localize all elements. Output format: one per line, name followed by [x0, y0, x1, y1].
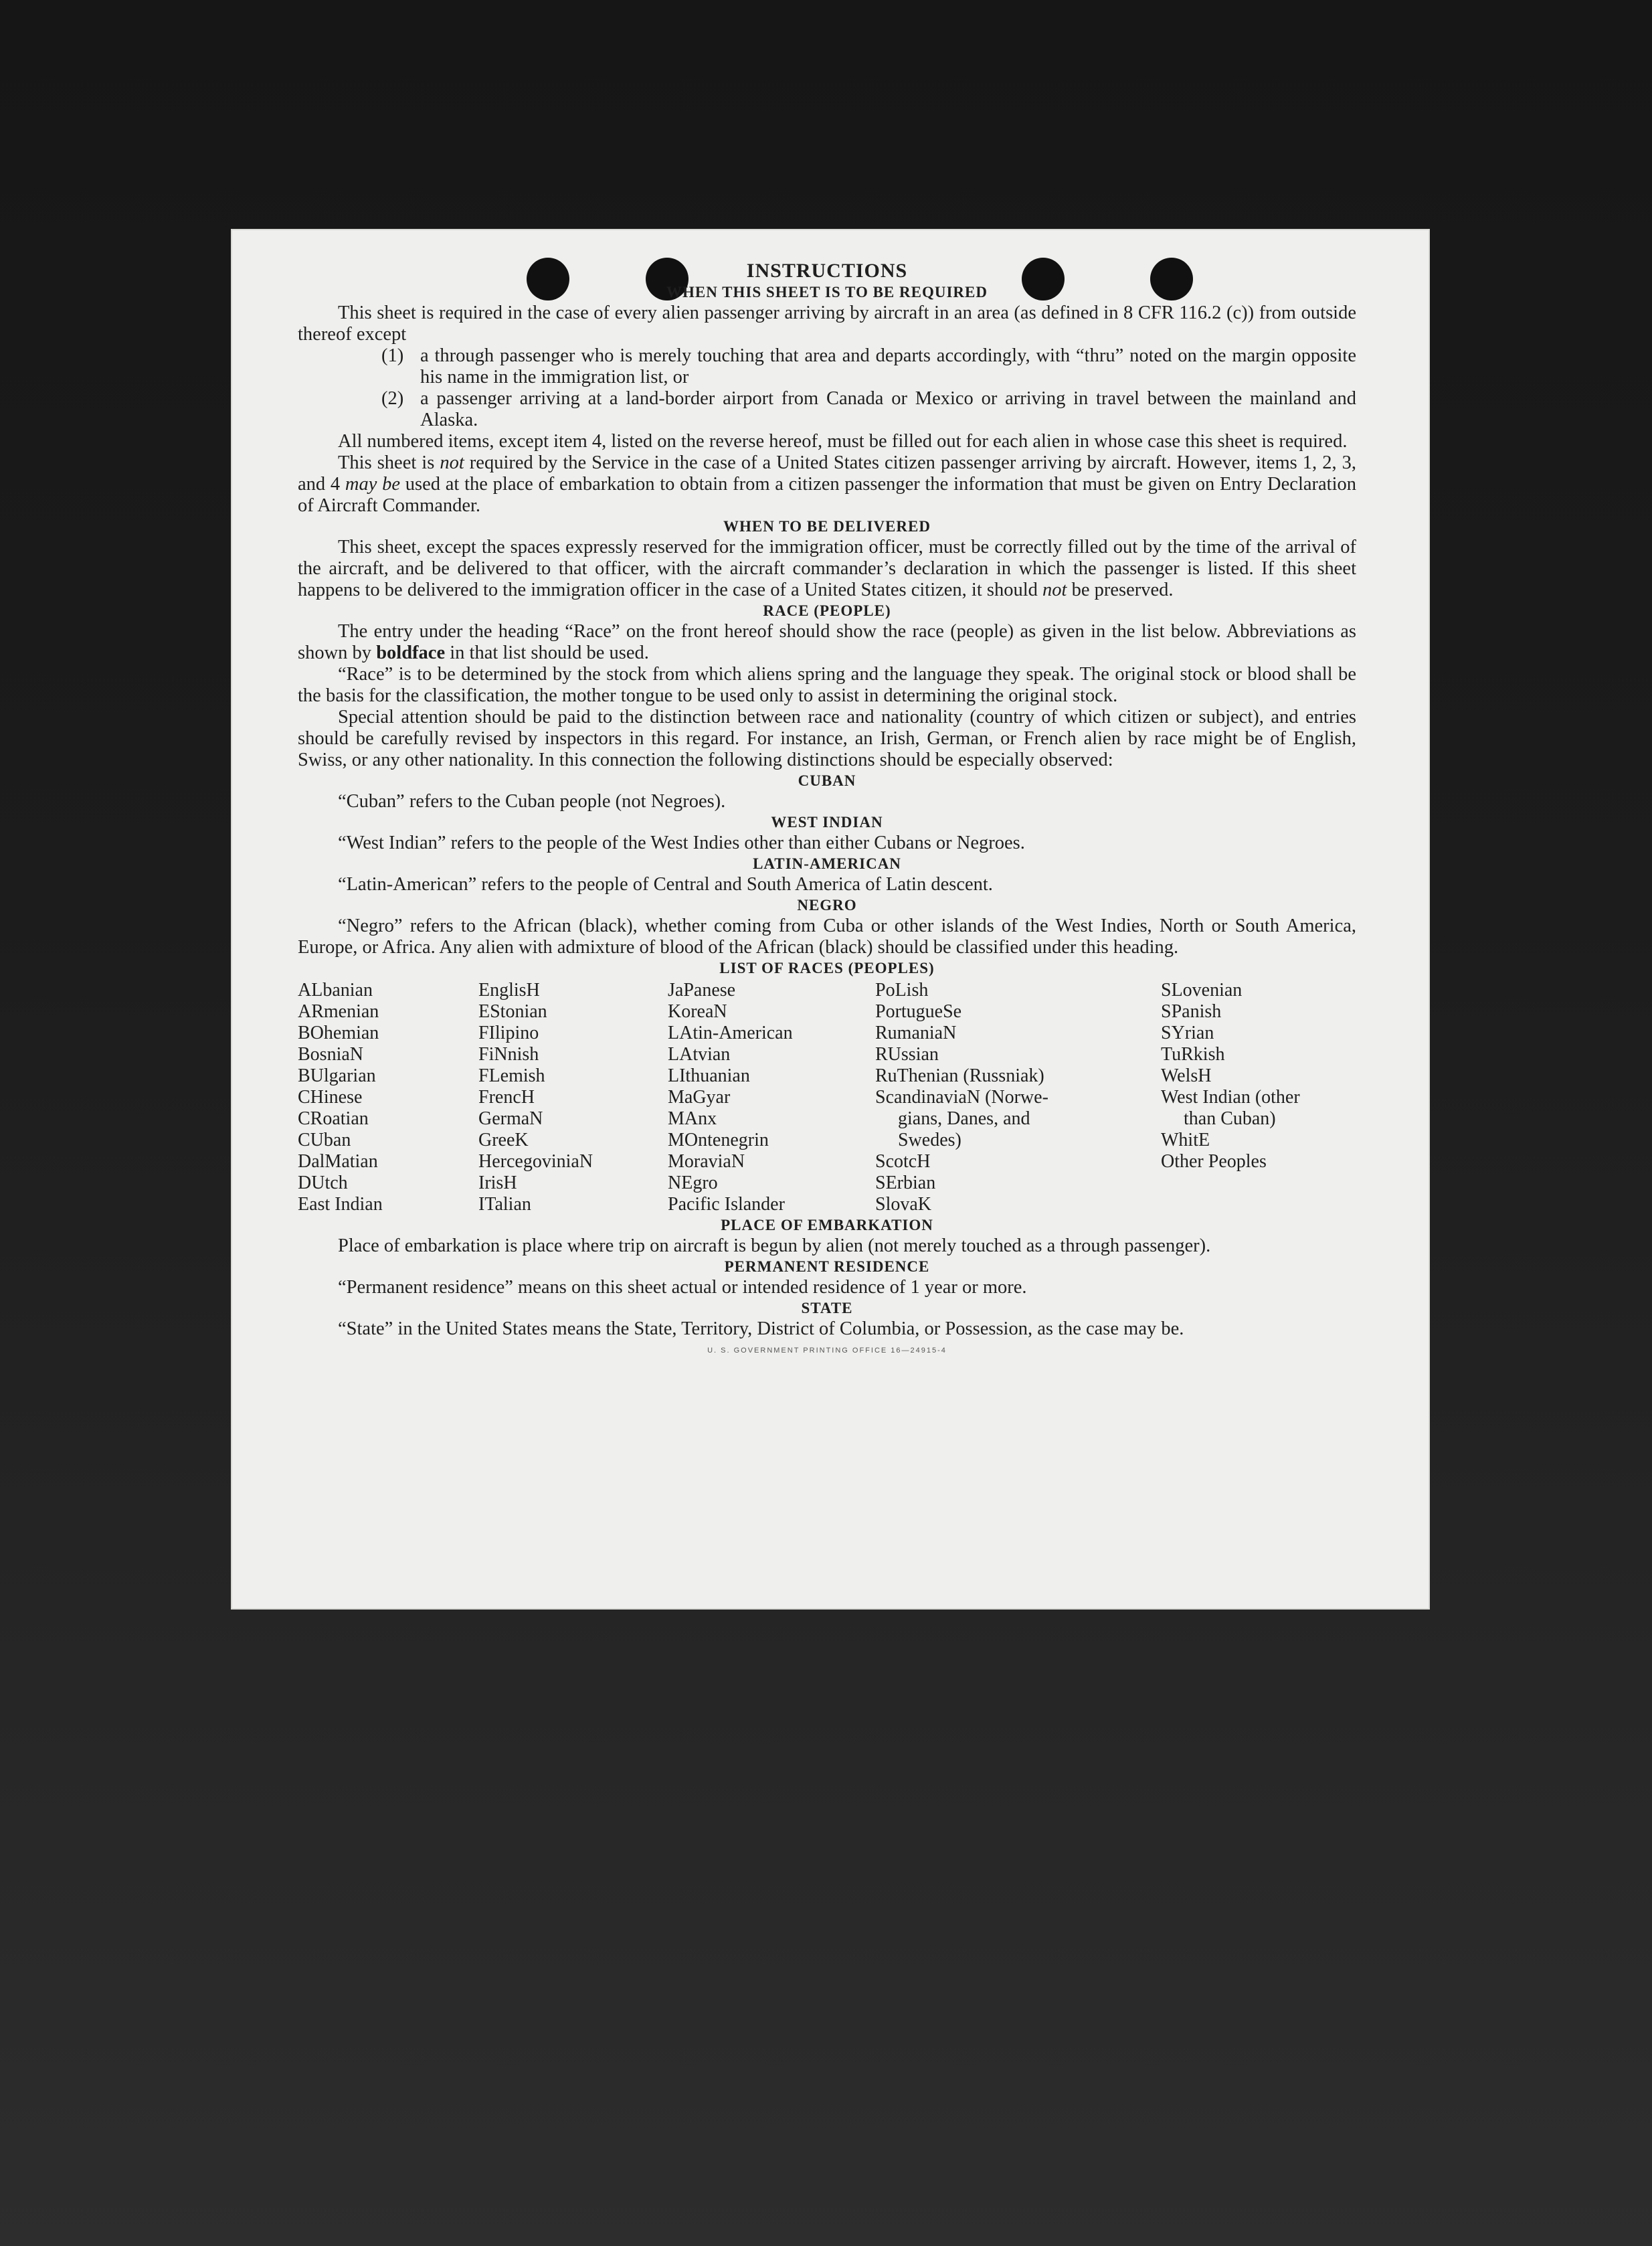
item-text: a passenger arriving at a land-border airport from Canada or Mexico or arriving in travel between the mainland and Alaska.	[420, 388, 1356, 430]
race-list-column	[478, 980, 668, 1215]
race-entry: FIlipino	[478, 1023, 539, 1043]
race-list-column	[668, 980, 875, 1215]
race-para-stock: “Race” is to be determined by the stock from which aliens spring and the language they speak. The original stock or blood shall be the basis for the classification, the mother tongue to be used only to assist in determining the original stock.	[298, 664, 1356, 706]
race-entry: DalMatian	[298, 1151, 378, 1172]
race-list-column	[1161, 980, 1356, 1215]
race-entry: LAtvian	[668, 1044, 731, 1065]
race-entry: SLovenian	[1161, 980, 1243, 1001]
race-entry: RUssian	[875, 1044, 939, 1065]
race-entry: JaPanese	[668, 980, 736, 1001]
race-entry: LIthuanian	[668, 1065, 750, 1086]
race-entry: MAnx	[668, 1108, 717, 1129]
race-entry: ITalian	[478, 1194, 531, 1215]
latin-american-text: “Latin-American” refers to the people of Central and South America of Latin descent.	[338, 874, 993, 895]
race-entry: EStonian	[478, 1001, 547, 1022]
section-heading-state: STATE	[801, 1300, 853, 1316]
section-heading-embarkation: PLACE OF EMBARKATION	[721, 1217, 933, 1233]
race-entry: FrencH	[478, 1087, 535, 1108]
race-entry: MOntenegrin	[668, 1130, 769, 1150]
section-heading-negro: NEGRO	[797, 897, 857, 914]
exception-item	[298, 388, 1356, 431]
required-intro: This sheet is required in the case of every alien passenger arriving by aircraft in an area (as defined in 8 CFR 116.2 (c)) from outside thereof except	[298, 303, 1356, 345]
section-heading-west-indian: WEST INDIAN	[771, 814, 883, 831]
race-entry: PortugueSe	[875, 1001, 962, 1022]
race-entry: BosniaN	[298, 1044, 363, 1065]
race-entry: FiNnish	[478, 1044, 539, 1065]
required-para-numbered-items: All numbered items, except item 4, listed on the reverse hereof, must be filled out for each alien in whose case this sheet is required.	[338, 431, 1348, 452]
section-heading-residence: PERMANENT RESIDENCE	[724, 1258, 930, 1275]
race-entry: CRoatian	[298, 1108, 369, 1129]
printer-imprint: U. S. GOVERNMENT PRINTING OFFICE 16—24915-4	[707, 1347, 947, 1355]
race-entry: CUban	[298, 1130, 351, 1150]
race-para-distinction: Special attention should be paid to the distinction between race and nationality (country of which citizen or subject), and entries should be carefully revised by inspectors in this regard. For instance, an Irish, German, or French alien by race might be of English, Swiss, or any other nationality. In this connection the following distinctions should be especially observed:	[298, 707, 1356, 770]
race-entry: East Indian	[298, 1194, 383, 1215]
section-heading-race: RACE (PEOPLE)	[763, 602, 891, 619]
race-list-column	[298, 980, 478, 1215]
document-body	[298, 260, 1356, 1361]
race-entry: ScotcH	[875, 1151, 931, 1172]
race-entry: RumaniaN	[875, 1023, 957, 1043]
race-entry: than Cuban)	[1184, 1108, 1276, 1129]
section-heading-required: WHEN THIS SHEET IS TO BE REQUIRED	[666, 284, 988, 300]
race-entry: ARmenian	[298, 1001, 379, 1022]
race-entry: MoraviaN	[668, 1151, 745, 1172]
west-indian-text: “West Indian” refers to the people of the West Indies other than either Cubans or Negroes.	[338, 833, 1025, 853]
race-entry: IrisH	[478, 1173, 517, 1193]
race-entry: KoreaN	[668, 1001, 727, 1022]
race-entry: MaGyar	[668, 1087, 731, 1108]
item-number: (2)	[381, 388, 404, 409]
race-entry: GreeK	[478, 1130, 529, 1150]
race-entry: SlovaK	[875, 1194, 931, 1215]
item-text: a through passenger who is merely touching that area and departs accordingly, with “thru” noted on the margin opposite his name in the immigration list, or	[420, 345, 1356, 387]
delivered-text: This sheet, except the spaces expressly reserved for the immigration officer, must be correctly filled out by the time of the arrival of the aircraft, and be delivered to that officer, with the aircraft commander’s declaration in which the passenger is listed. If this sheet happens to be delivered to the immigration officer in the case of a United States citizen, it should not be preserved.	[298, 537, 1356, 600]
race-para-entry: The entry under the heading “Race” on the front hereof should show the race (people) as given in the list below. Abbreviations as shown by boldface in that list should be used.	[298, 621, 1356, 663]
race-entry: FLemish	[478, 1065, 545, 1086]
section-heading-latin-american: LATIN-AMERICAN	[753, 855, 901, 872]
race-entry: West Indian (other	[1161, 1087, 1300, 1108]
embarkation-text: Place of embarkation is place where trip on aircraft is begun by alien (not merely touched as a through passenger).	[338, 1235, 1211, 1256]
race-entry: Other Peoples	[1161, 1151, 1267, 1172]
negro-text: “Negro” refers to the African (black), whether coming from Cuba or other islands of the West Indies, North or South America, Europe, or Africa. Any alien with admixture of blood of the African (black) should be classified under this heading.	[298, 916, 1356, 958]
race-entry: TuRkish	[1161, 1044, 1225, 1065]
document-title: INSTRUCTIONS	[746, 260, 908, 282]
section-heading-race-list: LIST OF RACES (PEOPLES)	[719, 960, 935, 976]
section-heading-cuban: CUBAN	[798, 772, 856, 789]
section-heading-delivered: WHEN TO BE DELIVERED	[723, 518, 931, 535]
race-list-column	[875, 980, 1161, 1215]
race-entry: Swedes)	[898, 1130, 961, 1150]
race-entry: gians, Danes, and	[898, 1108, 1030, 1129]
residence-text: “Permanent residence” means on this sheet actual or intended residence of 1 year or more.	[338, 1277, 1027, 1298]
race-entry: ScandinaviaN (Norwe-	[875, 1087, 1048, 1108]
exception-item	[298, 345, 1356, 388]
race-entry: Pacific Islander	[668, 1194, 785, 1215]
race-entry: NEgro	[668, 1173, 718, 1193]
race-entry: EnglisH	[478, 980, 540, 1001]
race-entry: ALbanian	[298, 980, 373, 1001]
race-entry: HercegoviniaN	[478, 1151, 593, 1172]
race-entry: SErbian	[875, 1173, 936, 1193]
race-entry: CHinese	[298, 1087, 363, 1108]
race-entry: GermaN	[478, 1108, 543, 1129]
race-entry: LAtin-American	[668, 1023, 793, 1043]
race-entry: RuThenian (Russniak)	[875, 1065, 1044, 1086]
item-number: (1)	[381, 345, 404, 366]
instruction-sheet	[231, 229, 1430, 1610]
race-entry: SYrian	[1161, 1023, 1214, 1043]
required-para-citizen: This sheet is not required by the Service in the case of a United States citizen passenger arriving by aircraft. However, items 1, 2, 3, and 4 may be used at the place of embarkation to obtain from a citizen passenger the information that must be given on Entry Declaration of Aircraft Commander.	[298, 452, 1356, 516]
cuban-text: “Cuban” refers to the Cuban people (not Negroes).	[338, 791, 726, 812]
race-entry: BOhemian	[298, 1023, 379, 1043]
race-list	[298, 980, 1356, 1215]
race-entry: PoLish	[875, 980, 929, 1001]
race-entry: DUtch	[298, 1173, 348, 1193]
race-entry: WelsH	[1161, 1065, 1212, 1086]
race-entry: WhitE	[1161, 1130, 1210, 1150]
race-entry: BUlgarian	[298, 1065, 376, 1086]
race-entry: SPanish	[1161, 1001, 1222, 1022]
state-text: “State” in the United States means the State, Territory, District of Columbia, or Possession, as the case may be.	[338, 1318, 1184, 1339]
